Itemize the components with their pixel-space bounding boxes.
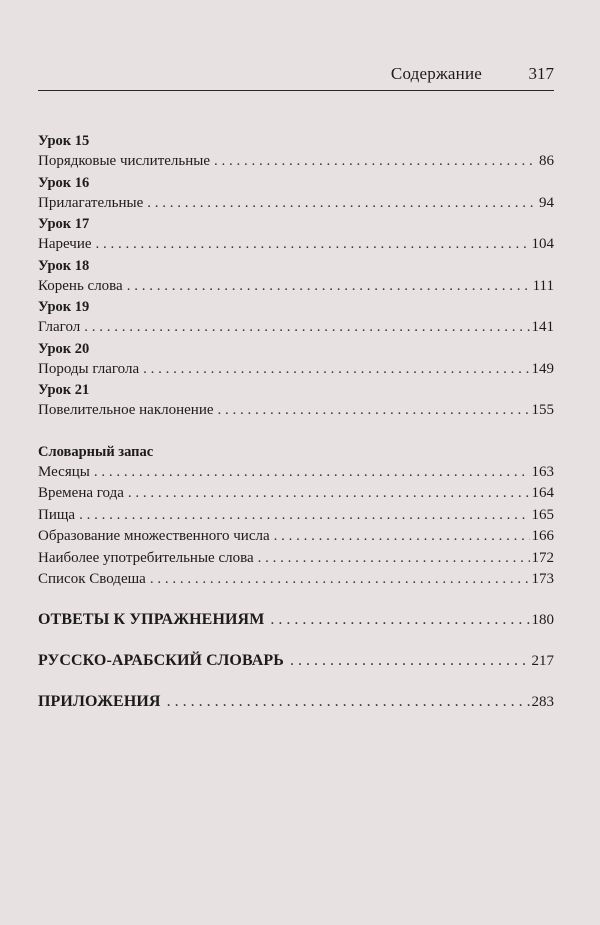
toc-entry-label: Повелительное наклонение [38, 402, 214, 418]
toc-entry [38, 193, 554, 215]
toc-entry [38, 400, 554, 422]
lesson-heading: Урок 15 [38, 133, 90, 149]
running-head-title: Содержание [390, 64, 482, 83]
lesson-heading: Урок 21 [38, 382, 90, 398]
lesson-16 [38, 173, 554, 215]
toc-entry-page: 165 [531, 506, 554, 523]
major-section-label: ПРИЛОЖЕНИЯ [38, 692, 161, 710]
dot-leader [218, 400, 530, 422]
major-section-appendices [38, 691, 554, 713]
dot-leader [167, 691, 530, 713]
major-section-answers [38, 609, 554, 631]
toc-entry [38, 483, 554, 505]
vocabulary-heading: Словарный запас [38, 443, 154, 460]
toc-entry [38, 276, 554, 298]
toc-entry-label: Образование множественного числа [38, 528, 270, 544]
lesson-18 [38, 256, 554, 298]
toc-entry-page: 155 [531, 402, 554, 418]
lesson-heading: Урок 18 [38, 257, 90, 274]
vocabulary-section [38, 442, 554, 591]
header-rule [38, 90, 554, 91]
major-section-page: 283 [531, 693, 554, 710]
major-section-label: ОТВЕТЫ К УПРАЖНЕНИЯМ [38, 610, 265, 628]
toc-entry-label: Породы глагола [38, 360, 140, 377]
major-section-label: РУССКО-АРАБСКИЙ СЛОВАРЬ [38, 651, 284, 669]
major-section-dictionary [38, 650, 554, 672]
toc-entry-page: 86 [539, 153, 554, 169]
dot-leader [143, 359, 529, 381]
major-section-page: 180 [531, 611, 554, 628]
dot-leader [84, 317, 529, 339]
table-of-contents [38, 131, 554, 713]
toc-entry-page: 172 [531, 549, 554, 566]
toc-entry-page: 164 [531, 485, 554, 501]
dot-leader [290, 650, 530, 672]
lesson-heading: Урок 16 [38, 174, 90, 191]
dot-leader [270, 609, 529, 631]
toc-entry [38, 359, 554, 381]
page-number: 317 [528, 64, 554, 83]
toc-entry-page: 141 [531, 319, 554, 335]
toc-entry-page: 94 [539, 194, 554, 211]
dot-leader [214, 151, 537, 173]
toc-entry [38, 462, 554, 484]
lesson-15 [38, 131, 554, 173]
toc-entry-label: Пища [38, 506, 76, 523]
running-head [38, 60, 554, 90]
lesson-20 [38, 339, 554, 381]
toc-entry [38, 569, 554, 591]
dot-leader [150, 569, 530, 591]
toc-entry-page: 173 [531, 571, 554, 587]
lesson-19 [38, 297, 554, 339]
toc-entry-page: 163 [531, 463, 554, 480]
toc-entry [38, 151, 554, 173]
toc-entry-label: Наречие [38, 236, 92, 252]
dot-leader [127, 276, 531, 298]
toc-entry-label: Прилагательные [38, 194, 144, 211]
dot-leader [79, 505, 529, 527]
dot-leader [274, 526, 530, 548]
toc-entry-label: Наиболее употребительные слова [38, 549, 254, 566]
toc-entry [38, 234, 554, 256]
toc-entry-page: 104 [531, 236, 554, 252]
toc-entry-page: 111 [532, 277, 554, 294]
toc-entry-label: Порядковые числительные [38, 153, 211, 169]
toc-entry-page: 149 [531, 360, 554, 377]
toc-entry [38, 317, 554, 339]
lesson-21 [38, 380, 554, 422]
lesson-heading: Урок 17 [38, 216, 90, 232]
toc-entry [38, 548, 554, 570]
lesson-heading: Урок 20 [38, 340, 90, 357]
toc-entry-page: 166 [531, 528, 554, 544]
toc-entry-label: Месяцы [38, 463, 90, 480]
dot-leader [128, 483, 530, 505]
toc-entry-label: Времена года [38, 485, 124, 501]
dot-leader [258, 548, 530, 570]
toc-entry-label: Глагол [38, 319, 81, 335]
toc-entry-label: Корень слова [38, 277, 123, 294]
toc-entry-label: Список Сводеша [38, 571, 146, 587]
dot-leader [96, 234, 530, 256]
lesson-heading: Урок 19 [38, 299, 90, 315]
lesson-17 [38, 214, 554, 256]
major-section-page: 217 [531, 652, 554, 669]
dot-leader [147, 193, 537, 215]
toc-entry [38, 526, 554, 548]
dot-leader [94, 462, 530, 484]
toc-entry [38, 505, 554, 527]
